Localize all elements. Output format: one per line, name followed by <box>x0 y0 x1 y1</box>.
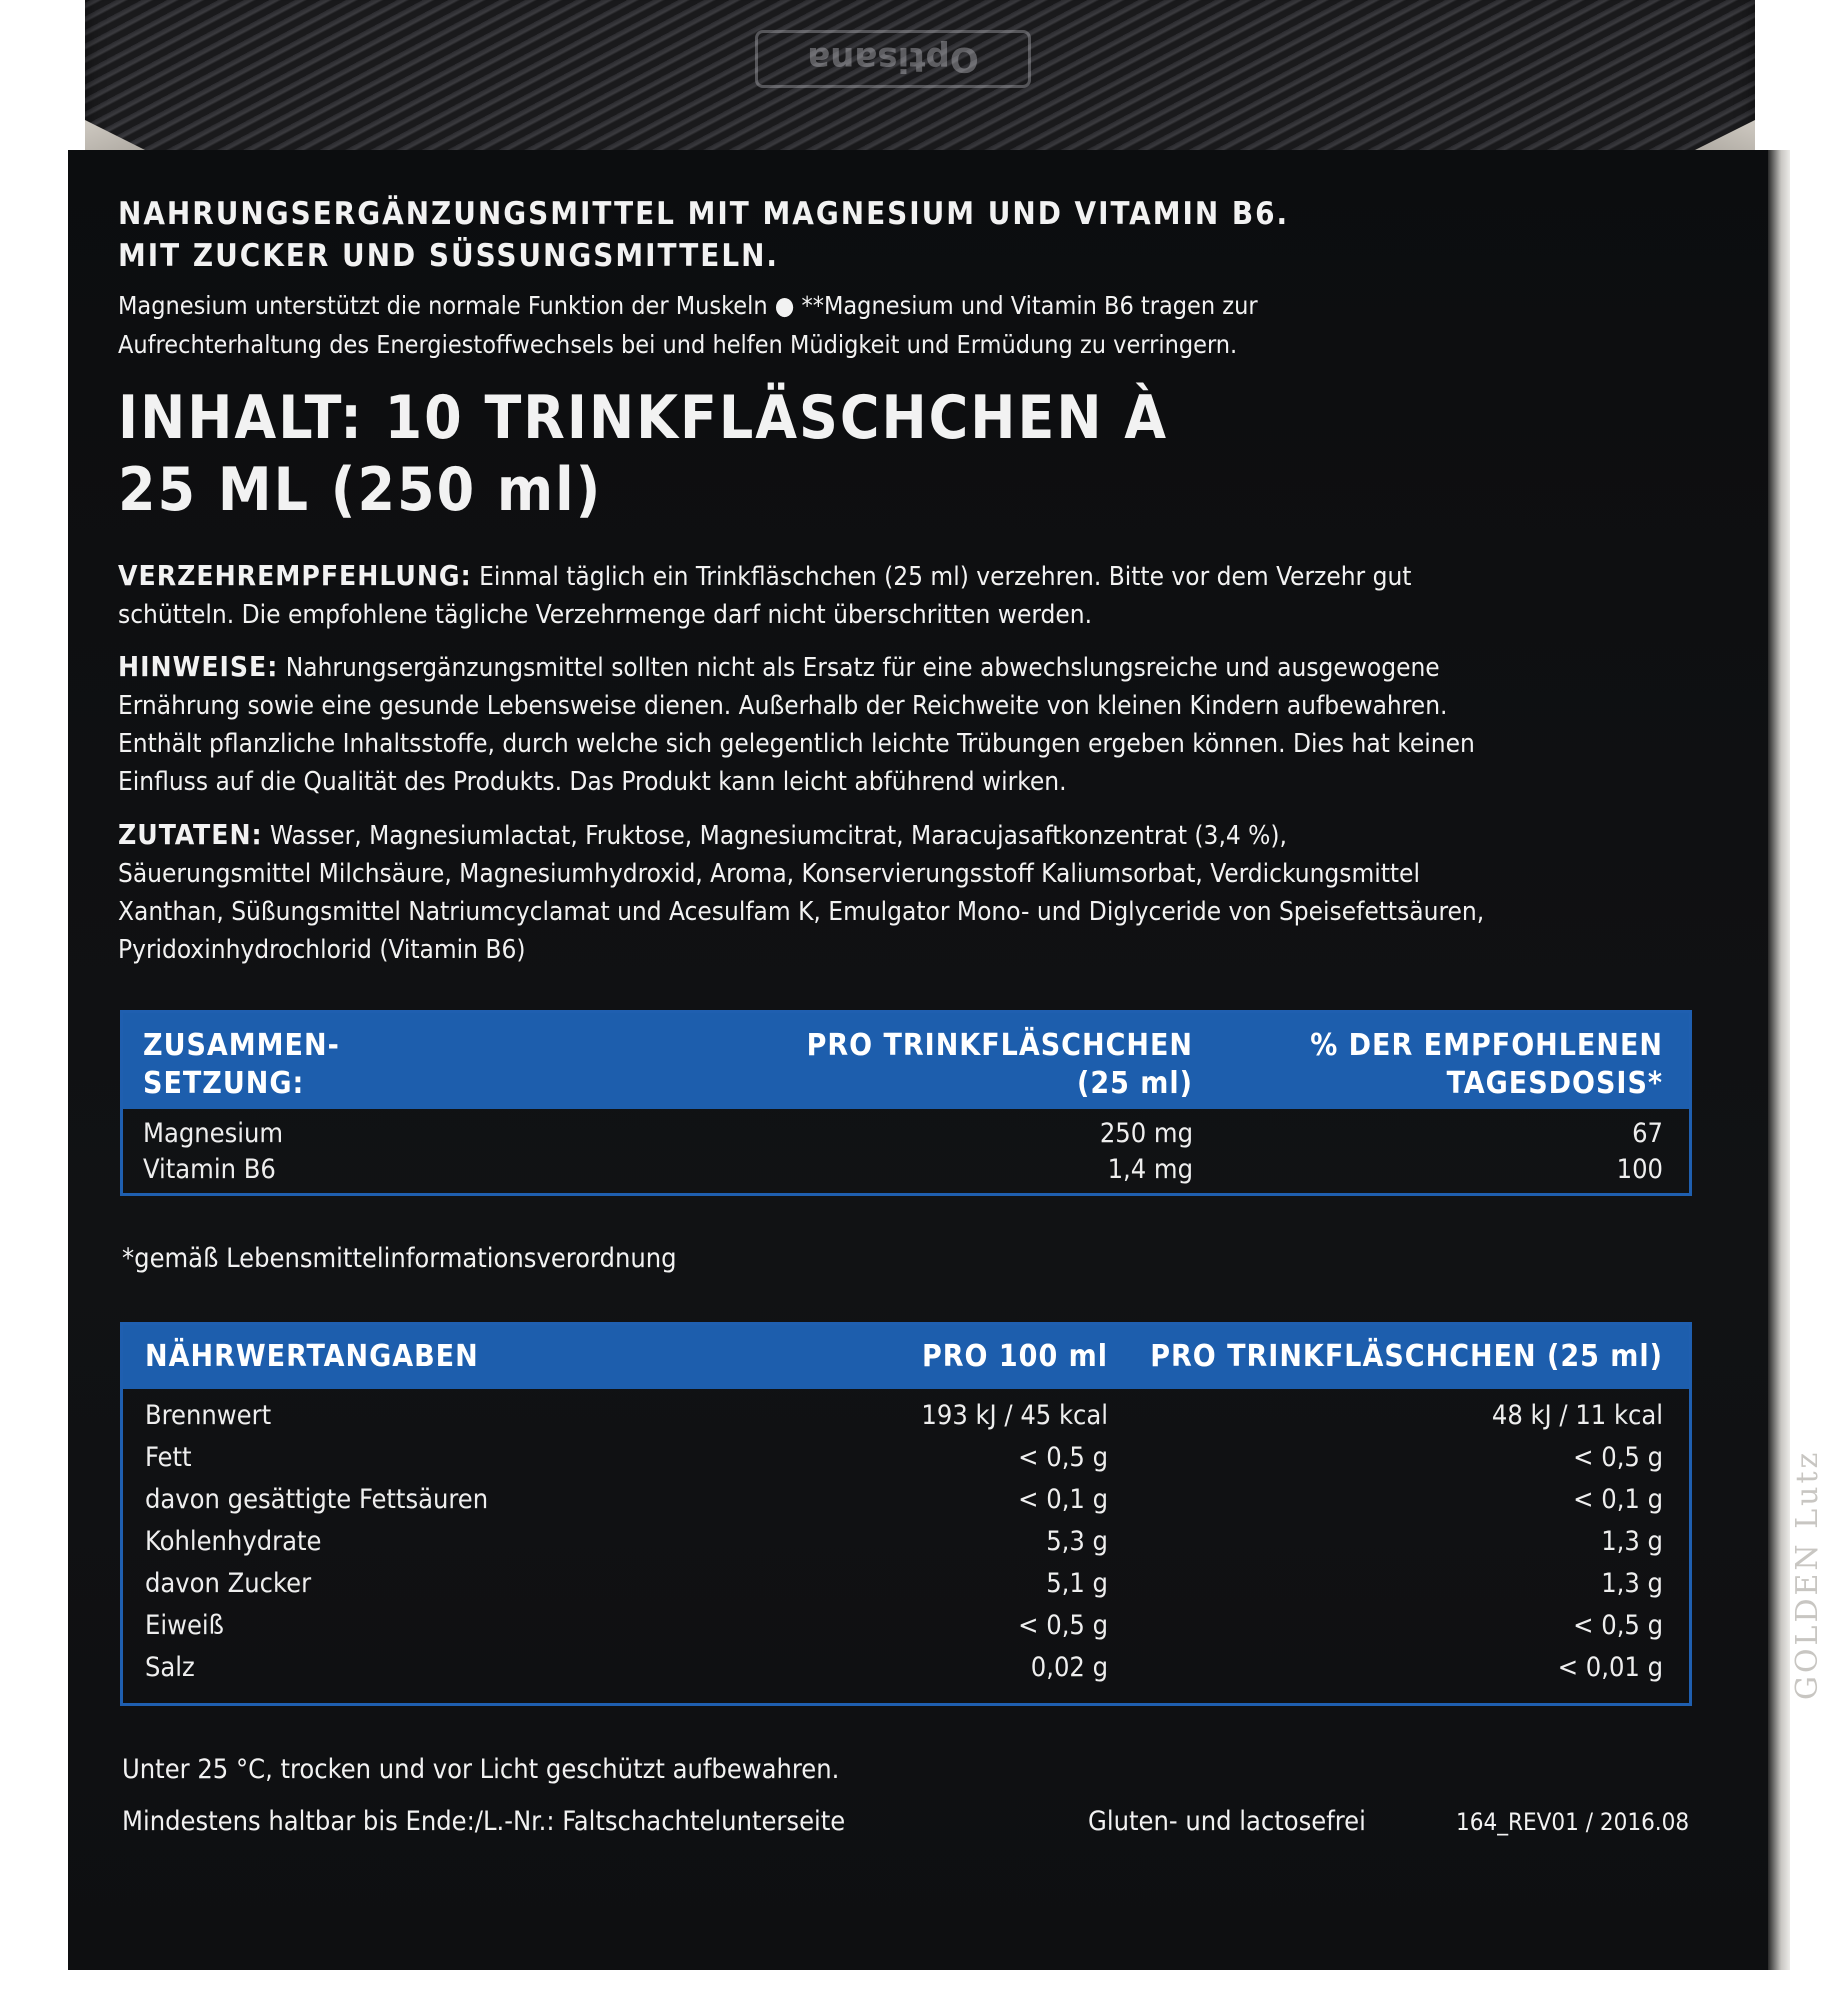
recommendation-text: schütteln. Die empfohlene tägliche Verzehrmenge darf nicht überschritten werden. <box>118 600 1092 630</box>
product-header <box>118 193 1289 277</box>
composition-col-name-line: ZUSAMMEN- <box>143 1028 340 1063</box>
ingredients-text: Säuerungsmittel Milchsäure, Magnesiumhydroxid, Aroma, Konservierungsstoff Kaliumsorbat, Verdickungsmittel <box>118 859 1420 889</box>
ingredients-text: Pyridoxinhydrochlorid (Vitamin B6) <box>118 935 526 965</box>
row-per100: 5,1 g <box>1046 1568 1108 1599</box>
row-percent: 100 <box>1616 1154 1663 1185</box>
recommendation-text: Einmal täglich ein Trinkfläschchen (25 ml) verzehren. Bitte vor dem Verzehr gut <box>471 562 1412 592</box>
row-name: Kohlenhydrate <box>145 1526 322 1557</box>
nutrition-col-name: NÄHRWERTANGABEN <box>145 1339 479 1374</box>
notes <box>118 648 1475 801</box>
row-name: Eiweiß <box>145 1610 224 1641</box>
ingredients-text: Wasser, Magnesiumlactat, Fruktose, Magnesiumcitrat, Maracujasaftkonzentrat (3,4 %), <box>262 821 1287 851</box>
ingredients-label: ZUTATEN: <box>118 818 263 851</box>
composition-col-name <box>143 1027 340 1103</box>
photographer-watermark: GOLDEN Lutz <box>1790 1449 1825 1700</box>
revision-code: 164_REV01 / 2016.08 <box>1456 1808 1690 1836</box>
row-perbottle: < 0,5 g <box>1573 1442 1663 1473</box>
composition-table-head <box>123 1013 1689 1109</box>
row-name: Fett <box>145 1442 192 1473</box>
footnote: *gemäß Lebensmittelinformationsverordnung <box>122 1243 677 1274</box>
row-name: davon gesättigte Fettsäuren <box>145 1484 489 1515</box>
content-line: INHALT: 10 TRINKFLÄSCHCHEN À <box>118 383 1169 453</box>
brand-logo: Optisana <box>755 30 1031 88</box>
gluten-free-note: Gluten- und lactosefrei <box>1088 1806 1366 1837</box>
nutrition-col-per100: PRO 100 ml <box>922 1339 1108 1374</box>
composition-col-percent <box>1223 1027 1663 1103</box>
row-amount: 1,4 mg <box>1107 1154 1193 1185</box>
row-per100: < 0,1 g <box>1018 1484 1108 1515</box>
content-line: 25 ML (250 ml) <box>118 455 603 525</box>
ingredients-text: Xanthan, Süßungsmittel Natriumcyclamat und Acesulfam K, Emulgator Mono- und Diglyceride von Speisefettsäuren, <box>118 897 1485 927</box>
row-per100: 193 kJ / 45 kcal <box>921 1400 1108 1431</box>
row-name: davon Zucker <box>145 1568 312 1599</box>
best-before-note: Mindestens haltbar bis Ende:/L.-Nr.: Faltschachtelunterseite <box>122 1806 846 1837</box>
composition-col-percent-line: % DER EMPFOHLENEN <box>1310 1028 1663 1063</box>
notes-text: Einfluss auf die Qualität des Produkts. Das Produkt kann leicht abführend wirken. <box>118 767 1067 797</box>
claim-line: Aufrechterhaltung des Energiestoffwechsels bei und helfen Müdigkeit und Ermüdung zu verringern. <box>118 330 1238 359</box>
ingredients <box>118 816 1484 969</box>
row-name: Brennwert <box>145 1400 272 1431</box>
row-name: Salz <box>145 1652 195 1683</box>
row-perbottle: 1,3 g <box>1601 1526 1663 1557</box>
composition-col-amount <box>643 1027 1193 1103</box>
nutrition-table-head <box>123 1325 1689 1389</box>
row-perbottle: < 0,5 g <box>1573 1610 1663 1641</box>
row-percent: 67 <box>1632 1118 1663 1149</box>
composition-col-amount-line: (25 ml) <box>1077 1066 1193 1101</box>
notes-text: Ernährung sowie eine gesunde Lebensweise dienen. Außerhalb der Reichweite von kleinen Kindern aufbewahren. <box>118 691 1448 721</box>
recommendation <box>118 557 1411 634</box>
row-per100: < 0,5 g <box>1018 1610 1108 1641</box>
composition-table <box>120 1010 1692 1196</box>
notes-text: Nahrungsergänzungsmittel sollten nicht als Ersatz für eine abwechslungsreiche und ausgewogene <box>278 653 1440 683</box>
row-perbottle: 1,3 g <box>1601 1568 1663 1599</box>
health-claims <box>118 286 1258 364</box>
row-perbottle: < 0,1 g <box>1573 1484 1663 1515</box>
row-name: Vitamin B6 <box>143 1154 276 1185</box>
row-per100: 0,02 g <box>1030 1652 1108 1683</box>
header-line: NAHRUNGSERGÄNZUNGSMITTEL MIT MAGNESIUM UND VITAMIN B6. <box>118 196 1290 232</box>
composition-col-name-line: SETZUNG: <box>143 1066 305 1101</box>
row-per100: 5,3 g <box>1046 1526 1108 1557</box>
composition-col-amount-line: PRO TRINKFLÄSCHCHEN <box>806 1028 1193 1063</box>
claim-line: Magnesium unterstützt die normale Funktion der Muskeln ● **Magnesium und Vitamin B6 tragen zur <box>118 291 1258 320</box>
row-perbottle: < 0,01 g <box>1557 1652 1663 1683</box>
notes-label: HINWEISE: <box>118 650 279 683</box>
notes-text: Enthält pflanzliche Inhaltsstoffe, durch welche sich gelegentlich leichte Trübungen ergeben können. Dies hat keinen <box>118 729 1475 759</box>
nutrition-col-perbottle: PRO TRINKFLÄSCHCHEN (25 ml) <box>1150 1339 1663 1374</box>
content-heading <box>118 382 1168 526</box>
nutrition-table <box>120 1322 1692 1706</box>
row-amount: 250 mg <box>1099 1118 1193 1149</box>
storage-note: Unter 25 °C, trocken und vor Licht geschützt aufbewahren. <box>122 1754 840 1785</box>
recommendation-label: VERZEHREMPFEHLUNG: <box>118 559 472 592</box>
header-line: MIT ZUCKER UND SÜSSUNGSMITTELN. <box>118 238 780 274</box>
composition-col-percent-line: TAGESDOSIS* <box>1446 1066 1663 1101</box>
row-name: Magnesium <box>143 1118 284 1149</box>
row-perbottle: 48 kJ / 11 kcal <box>1491 1400 1663 1431</box>
box-edge <box>1768 150 1790 1970</box>
box-lid <box>85 0 1755 175</box>
row-per100: < 0,5 g <box>1018 1442 1108 1473</box>
